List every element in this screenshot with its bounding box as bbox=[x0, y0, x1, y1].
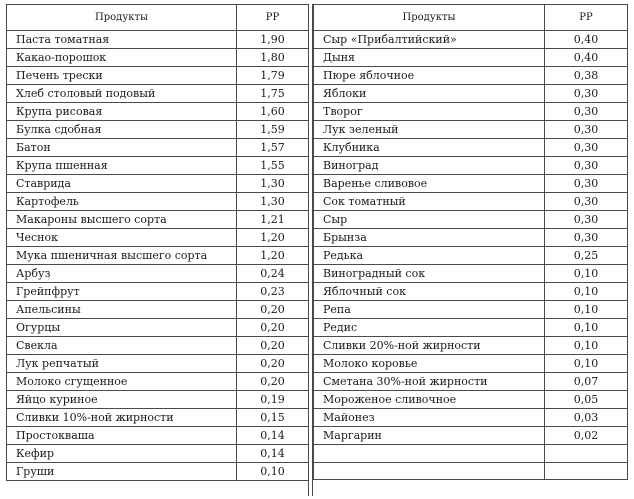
product-table-left bbox=[6, 4, 309, 481]
pp-value-cell: 0,30 bbox=[545, 103, 628, 121]
table-row bbox=[314, 229, 628, 247]
table-row bbox=[314, 49, 628, 67]
table-row bbox=[7, 193, 309, 211]
product-name-cell: Лук зеленый bbox=[314, 121, 545, 139]
pp-value-cell: 1,20 bbox=[237, 247, 309, 265]
pp-value-cell: 0,20 bbox=[237, 355, 309, 373]
table-row bbox=[314, 319, 628, 337]
pp-value-cell: 0,30 bbox=[545, 175, 628, 193]
table-row bbox=[314, 391, 628, 409]
pp-value-cell: 1,30 bbox=[237, 193, 309, 211]
table-row bbox=[7, 49, 309, 67]
product-name-cell: Яблочный сок bbox=[314, 283, 545, 301]
table-row bbox=[314, 103, 628, 121]
table-row bbox=[314, 67, 628, 85]
product-name-cell: Чеснок bbox=[7, 229, 237, 247]
product-name-cell bbox=[314, 462, 545, 480]
product-name-cell: Крупа пшенная bbox=[7, 157, 237, 175]
table-row bbox=[7, 229, 309, 247]
product-name-cell: Огурцы bbox=[7, 319, 237, 337]
pp-value-cell: 0,15 bbox=[237, 409, 309, 427]
table-row bbox=[7, 319, 309, 337]
table-row bbox=[314, 247, 628, 265]
table-row bbox=[314, 445, 628, 463]
product-name-cell: Творог bbox=[314, 103, 545, 121]
pp-value-cell: 0,02 bbox=[545, 427, 628, 445]
pp-value-cell: 0,40 bbox=[545, 49, 628, 67]
product-name-cell: Пюре яблочное bbox=[314, 67, 545, 85]
product-name-cell: Грейпфрут bbox=[7, 283, 237, 301]
product-name-cell bbox=[314, 445, 545, 463]
product-name-cell: Ставрида bbox=[7, 175, 237, 193]
pp-value-cell: 0,10 bbox=[545, 301, 628, 319]
product-name-cell: Молоко коровье bbox=[314, 355, 545, 373]
pp-value-cell: 0,14 bbox=[237, 445, 309, 463]
product-name-cell: Булка сдобная bbox=[7, 121, 237, 139]
pp-value-cell bbox=[545, 462, 628, 480]
product-name-cell: Простокваша bbox=[7, 427, 237, 445]
table-row bbox=[314, 462, 628, 480]
table-header-row bbox=[7, 5, 309, 31]
pp-value-cell: 0,10 bbox=[545, 337, 628, 355]
table-row bbox=[7, 175, 309, 193]
table-row bbox=[7, 409, 309, 427]
pp-value-cell: 0,20 bbox=[237, 301, 309, 319]
pp-value-cell: 0,23 bbox=[237, 283, 309, 301]
table-row bbox=[314, 265, 628, 283]
pp-value-cell: 0,30 bbox=[545, 157, 628, 175]
product-name-cell: Сметана 30%-ной жирности bbox=[314, 373, 545, 391]
product-name-cell: Паста томатная bbox=[7, 31, 237, 49]
pp-value-cell: 1,30 bbox=[237, 175, 309, 193]
table-row bbox=[314, 301, 628, 319]
table-row bbox=[7, 103, 309, 121]
pp-value-cell: 0,24 bbox=[237, 265, 309, 283]
table-row bbox=[314, 283, 628, 301]
table-row bbox=[314, 85, 628, 103]
product-name-cell: Мороженое сливочное bbox=[314, 391, 545, 409]
product-name-cell: Печень трески bbox=[7, 67, 237, 85]
product-name-cell: Маргарин bbox=[314, 427, 545, 445]
header-value: РР bbox=[237, 5, 309, 31]
table-row bbox=[314, 193, 628, 211]
product-name-cell: Майонез bbox=[314, 409, 545, 427]
table-row bbox=[314, 373, 628, 391]
pp-value-cell: 0,30 bbox=[545, 121, 628, 139]
pp-value-cell: 0,19 bbox=[237, 391, 309, 409]
table-row bbox=[7, 427, 309, 445]
pp-value-cell: 0,20 bbox=[237, 319, 309, 337]
pp-value-cell: 0,10 bbox=[545, 355, 628, 373]
product-table-right bbox=[313, 4, 628, 480]
table-row bbox=[7, 265, 309, 283]
product-name-cell: Апельсины bbox=[7, 301, 237, 319]
table-row bbox=[314, 337, 628, 355]
product-name-cell: Виноград bbox=[314, 157, 545, 175]
table-row bbox=[7, 85, 309, 103]
table-row bbox=[314, 157, 628, 175]
pp-value-cell: 0,30 bbox=[545, 193, 628, 211]
pp-value-cell: 0,30 bbox=[545, 211, 628, 229]
table-row bbox=[7, 463, 309, 481]
product-name-cell: Клубника bbox=[314, 139, 545, 157]
product-name-cell: Редька bbox=[314, 247, 545, 265]
product-name-cell: Груши bbox=[7, 463, 237, 481]
product-name-cell: Какао-порошок bbox=[7, 49, 237, 67]
product-name-cell: Мука пшеничная высшего сорта bbox=[7, 247, 237, 265]
product-name-cell: Сыр bbox=[314, 211, 545, 229]
product-name-cell: Арбуз bbox=[7, 265, 237, 283]
product-name-cell: Молоко сгущенное bbox=[7, 373, 237, 391]
product-name-cell: Лук репчатый bbox=[7, 355, 237, 373]
table-row bbox=[7, 283, 309, 301]
header-value: РР bbox=[545, 5, 628, 31]
header-product: Продукты bbox=[7, 5, 237, 31]
pp-value-cell: 0,10 bbox=[545, 265, 628, 283]
product-name-cell: Репа bbox=[314, 301, 545, 319]
pp-value-cell: 0,14 bbox=[237, 427, 309, 445]
product-name-cell: Дыня bbox=[314, 49, 545, 67]
table-row bbox=[7, 157, 309, 175]
pp-value-cell: 1,60 bbox=[237, 103, 309, 121]
pp-value-cell: 0,20 bbox=[237, 373, 309, 391]
product-name-cell: Редис bbox=[314, 319, 545, 337]
table-header-row bbox=[314, 5, 628, 31]
pp-value-cell: 1,80 bbox=[237, 49, 309, 67]
pp-value-cell: 0,25 bbox=[545, 247, 628, 265]
table-row bbox=[314, 211, 628, 229]
product-name-cell: Сливки 20%-ной жирности bbox=[314, 337, 545, 355]
table-row bbox=[7, 31, 309, 49]
product-name-cell: Яйцо куриное bbox=[7, 391, 237, 409]
product-name-cell: Сок томатный bbox=[314, 193, 545, 211]
pp-value-cell: 1,57 bbox=[237, 139, 309, 157]
table-row bbox=[314, 355, 628, 373]
header-product: Продукты bbox=[314, 5, 545, 31]
table-row bbox=[7, 391, 309, 409]
table-row bbox=[7, 445, 309, 463]
table-row bbox=[7, 301, 309, 319]
pp-value-cell: 0,07 bbox=[545, 373, 628, 391]
table-row bbox=[314, 427, 628, 445]
product-name-cell: Батон bbox=[7, 139, 237, 157]
table-row bbox=[314, 31, 628, 49]
table-row bbox=[7, 211, 309, 229]
table-row bbox=[314, 409, 628, 427]
table-row bbox=[314, 121, 628, 139]
product-name-cell: Виноградный сок bbox=[314, 265, 545, 283]
product-name-cell: Свекла bbox=[7, 337, 237, 355]
product-name-cell: Сыр «Прибалтийский» bbox=[314, 31, 545, 49]
table-row bbox=[314, 139, 628, 157]
product-name-cell: Яблоки bbox=[314, 85, 545, 103]
table-row bbox=[7, 121, 309, 139]
pp-value-cell: 0,38 bbox=[545, 67, 628, 85]
pp-value-cell: 0,30 bbox=[545, 139, 628, 157]
product-name-cell: Кефир bbox=[7, 445, 237, 463]
product-name-cell: Картофель bbox=[7, 193, 237, 211]
pp-value-cell: 0,05 bbox=[545, 391, 628, 409]
pp-value-cell: 0,40 bbox=[545, 31, 628, 49]
product-name-cell: Крупа рисовая bbox=[7, 103, 237, 121]
table-row bbox=[7, 67, 309, 85]
pp-value-cell: 1,59 bbox=[237, 121, 309, 139]
pp-value-cell: 1,55 bbox=[237, 157, 309, 175]
pp-value-cell: 0,20 bbox=[237, 337, 309, 355]
table-row bbox=[7, 373, 309, 391]
table-row bbox=[7, 337, 309, 355]
pp-value-cell: 0,10 bbox=[237, 463, 309, 481]
pp-value-cell: 0,10 bbox=[545, 283, 628, 301]
product-name-cell: Макароны высшего сорта bbox=[7, 211, 237, 229]
product-name-cell: Сливки 10%-ной жирности bbox=[7, 409, 237, 427]
pp-value-cell bbox=[545, 445, 628, 463]
pp-value-cell: 1,20 bbox=[237, 229, 309, 247]
pp-value-cell: 1,90 bbox=[237, 31, 309, 49]
pp-value-cell: 1,21 bbox=[237, 211, 309, 229]
pp-value-cell: 1,75 bbox=[237, 85, 309, 103]
table-row bbox=[7, 355, 309, 373]
pp-value-cell: 0,10 bbox=[545, 319, 628, 337]
table-row bbox=[7, 139, 309, 157]
pp-value-cell: 0,30 bbox=[545, 85, 628, 103]
pp-value-cell: 0,03 bbox=[545, 409, 628, 427]
product-name-cell: Варенье сливовое bbox=[314, 175, 545, 193]
pp-value-cell: 1,79 bbox=[237, 67, 309, 85]
table-row bbox=[314, 175, 628, 193]
pp-value-cell: 0,30 bbox=[545, 229, 628, 247]
product-name-cell: Брынза bbox=[314, 229, 545, 247]
table-row bbox=[7, 247, 309, 265]
product-name-cell: Хлеб столовый подовый bbox=[7, 85, 237, 103]
